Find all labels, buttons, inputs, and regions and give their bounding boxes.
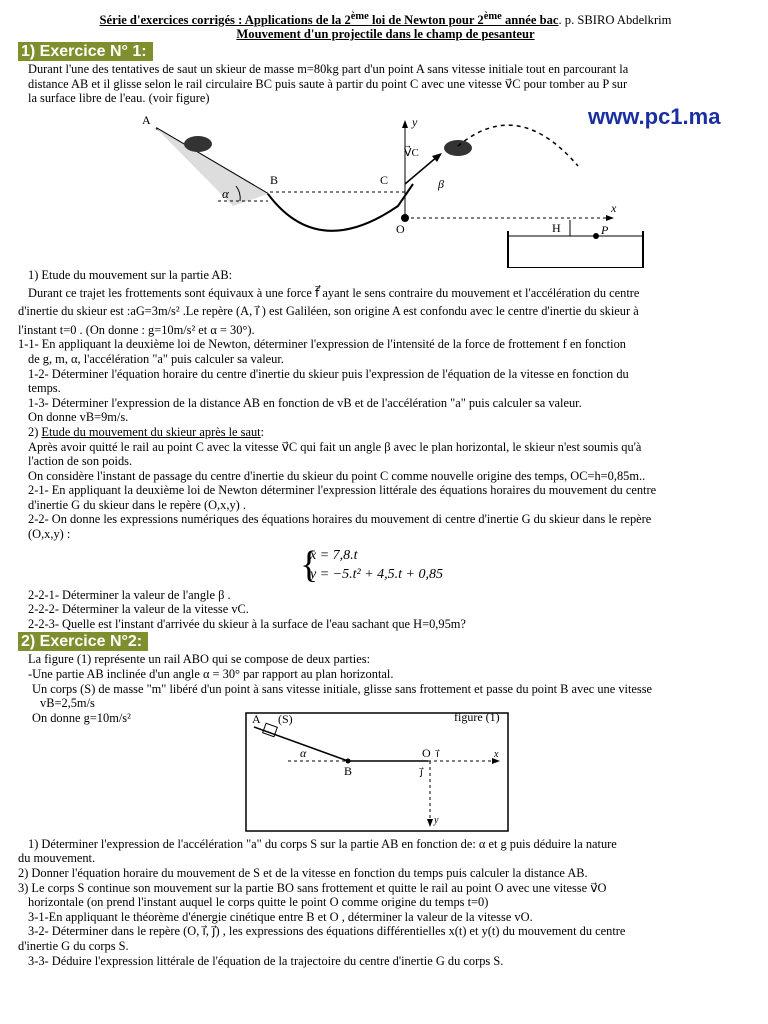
header <box>18 10 753 41</box>
skier-a-icon <box>184 136 212 152</box>
horary-equations <box>300 543 753 586</box>
point-b-label: B <box>344 763 353 778</box>
y-axis-label: y <box>434 814 439 826</box>
velocity-vector <box>405 156 438 184</box>
title-part-2: loi de Newton pour 2 <box>368 13 484 28</box>
ex2-q32-a: 3-2- Déterminer dans le repère (O, i⃗, j⃗) , les expressions des équations différentielles x(t) et y(t) du mouvement du centre <box>28 924 626 939</box>
x-axis-label: x <box>611 200 617 215</box>
point-o-label: O <box>422 745 431 760</box>
alpha-label: α <box>222 185 229 201</box>
ex1-q22-b: (O,x,y) : <box>28 527 71 542</box>
alpha-label: α <box>300 745 307 760</box>
ex1-q22-a: 2-2- On donne les expressions numériques des équations horaires du mouvement di centre d'inertie G du skieur dans le repère <box>28 512 652 527</box>
part2-colon: : <box>260 424 265 439</box>
origin-point <box>401 214 409 222</box>
x-axis-label: x <box>494 748 499 760</box>
series-title <box>100 13 559 27</box>
ex2-q1-b: du mouvement. <box>18 851 96 866</box>
ex2-q1-a: 1) Déterminer l'expression de l'accélération "a" du corps S sur la partie AB en fonction de: α et g puis déduire la nature <box>28 836 617 851</box>
equation-brace: { <box>300 543 319 586</box>
y-axis-label: y <box>412 114 418 129</box>
ex1-q21-b: d'inertie G du skieur dans le repère (O,x,y) . <box>28 497 246 512</box>
figure-caption: figure (1) <box>454 710 500 724</box>
unit-i-label: i⃗ <box>436 748 439 760</box>
skier-jump-icon <box>444 140 472 156</box>
point-b-label: B <box>270 172 279 187</box>
ex1-q223: 2-2-3- Quelle est l'instant d'arrivée du skieur à la surface de l'eau sachant que H=0,95m? <box>28 616 466 631</box>
ex2-line-2: -Une partie AB inclinée d'un angle α = 30° par rapport au plan horizontal. <box>28 667 394 682</box>
ex1-q12-a: 1-2- Déterminer l'équation horaire du centre d'inertie du skieur puis l'expression de l'équation de la vitesse en fonction du <box>28 366 629 381</box>
ex2-figure-block <box>18 711 753 837</box>
unit-j-label: j⃗ <box>420 766 423 778</box>
ex2-q2: 2) Donner l'équation horaire du mouvement de S et de la vitesse en fonction du temps puis calculer la distance AB. <box>18 866 588 880</box>
ex2-q32-b: d'inertie G du corps S. <box>18 938 129 953</box>
ex1-part2-line-3: On considère l'instant de passage du centre d'inertie du skieur du point C comme nouvelle origine des temps, OC=h=0,85m.. <box>28 468 646 483</box>
water-pool <box>508 231 643 268</box>
ex1-q13: 1-3- Déterminer l'expression de la distance AB en fonction de vB et de l'accélération "a" puis calculer sa valeur. <box>28 395 582 410</box>
ex1-q21-a: 2-1- En appliquant la deuxième loi de Newton déterminer l'expression littérale des équations horaires du mouvement du centre <box>28 483 657 498</box>
point-a-label: A <box>142 112 151 127</box>
ex2-line-3: Un corps (S) de masse "m" libéré d'un point à sans vitesse initiale, glisse sans frottement et passe du point B avec une vitesse <box>32 681 653 696</box>
point-b <box>346 758 351 763</box>
title-part-3: année bac <box>501 13 559 28</box>
ex2-line-1: La figure (1) représente un rail ABO qui se compose de deux parties: <box>28 652 371 667</box>
rail-abo-diagram <box>18 711 753 837</box>
ex1-intro-1: Durant l'une des tentatives de saut un skieur de masse m=80kg part d'un point A sans vitesse initiale tout en parcourant la <box>28 62 629 77</box>
title-part-1: Série d'exercices corrigés : Applications de la 2 <box>99 13 351 28</box>
ski-jump-diagram <box>18 103 753 268</box>
ex1-figure <box>18 103 753 268</box>
exercise-1-heading: 1) Exercice N° 1: <box>18 42 153 61</box>
body-s-label: (S) <box>278 711 293 726</box>
point-p <box>593 233 599 239</box>
ex1-part2-line-1: Après avoir quitté le rail au point C avec la vitesse v⃗C qui fait un angle β avec le plan horizontal, le skieur n'est soumis qu'à <box>28 439 642 454</box>
document-page <box>18 10 753 968</box>
ex1-part2-line-2: l'action de son poids. <box>28 454 133 469</box>
height-h-label: H <box>552 220 561 235</box>
author: . p. SBIRO Abdelkrim <box>558 13 672 28</box>
slope-shading <box>156 128 268 206</box>
x-axis-arrow-icon <box>606 215 614 221</box>
origin-label: O <box>396 221 405 236</box>
ex1-q11-a: 1-1- En appliquant la deuxième loi de Newton, déterminer l'expression de l'intensité de la force de frottement f en fonction <box>18 337 626 352</box>
velocity-label: V⃗C <box>404 146 419 159</box>
part2-heading: Etude du mouvement du skieur après le saut <box>41 424 261 439</box>
ex2-line-5: On donne g=10m/s² <box>32 710 131 725</box>
ex2-q31: 3-1-En appliquant le théorème d'énergie cinétique entre B et O , déterminer la valeur de la vitesse vO. <box>28 909 533 924</box>
point-a-label: A <box>252 711 261 726</box>
part2-number: 2) <box>28 424 42 439</box>
y-axis-arrow-icon <box>427 819 433 827</box>
ex1-q222: 2-2-2- Déterminer la valeur de la vitesse vC. <box>28 602 249 617</box>
circular-rail-bc <box>268 184 413 231</box>
beta-label: β <box>438 176 444 191</box>
ex1-q12-b: temps. <box>28 381 61 396</box>
ex1-part1-line-3: l'instant t=0 . (On donne : g=10m/s² et α = 30°). <box>18 322 255 337</box>
ex1-q11-b: de g, m, α, l'accélération "a" puis calculer sa valeur. <box>28 351 284 366</box>
ex2-q3-b: horizontale (on prend l'instant auquel le corps quitte le point O comme origine du temps t=0) <box>28 895 489 910</box>
body-s-icon <box>263 723 278 737</box>
ex1-part2-title <box>18 425 753 440</box>
ex2-line-4: vB=2,5m/s <box>40 696 95 711</box>
ex2-q33: 3-3- Déduire l'expression littérale de l'équation de la trajectoire du centre d'inertie G du corps S. <box>28 953 504 968</box>
ex1-part1-title: 1) Etude du mouvement sur la partie AB: <box>28 267 233 282</box>
ex1-part1-line-2: d'inertie du skieur est :aG=3m/s² .Le repère (A, i⃗ ) est Galiléen, son origine A est confondu avec le centre d'inertie du skieur à <box>18 304 639 319</box>
ex1-intro-2: distance AB et il glisse selon le rail circulaire BC puis saute à partir du point C avec une vitesse v⃗C pour tomber au P sur <box>28 76 628 91</box>
point-p-label: P <box>601 222 609 237</box>
figure-frame <box>246 710 508 831</box>
exercise-2-heading: 2) Exercice N°2: <box>18 632 148 651</box>
trajectory-curve <box>458 125 578 166</box>
ex1-part1-line-1: Durant ce trajet les frottements sont équivaux à une force f⃗ ayant le sens contraire du mouvement et l'accélération du centre <box>28 285 640 300</box>
equation-y: y = −5.t² + 4,5.t + 0,85 <box>310 566 443 582</box>
equation-x: x = 7,8.t <box>310 547 358 563</box>
y-axis-arrow-icon <box>402 120 408 128</box>
ex1-q221: 2-2-1- Déterminer la valeur de l'angle β . <box>28 587 231 602</box>
ex1-intro-3: la surface libre de l'eau. (voir figure) <box>28 91 210 106</box>
ex1-q13-b: On donne vB=9m/s. <box>28 410 129 425</box>
title-sup-1: ème <box>350 11 369 22</box>
website-watermark: www.pc1.ma <box>588 103 721 129</box>
header-line-1 <box>18 10 753 27</box>
title-sup-2: ème <box>483 11 502 22</box>
header-line-2: Mouvement d'un projectile dans le champ de pesanteur <box>236 27 535 42</box>
point-c-label: C <box>380 172 389 187</box>
ex2-q3-a: 3) Le corps S continue son mouvement sur la partie BO sans frottement et quitte le rail au point O avec une vitesse v⃗O <box>18 880 607 895</box>
